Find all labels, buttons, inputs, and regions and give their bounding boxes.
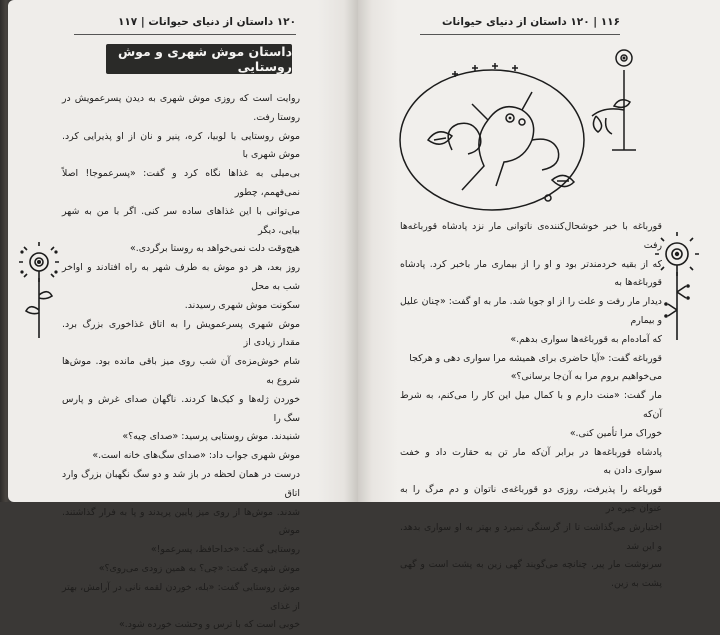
right-running-head: ۱۱۶ | ۱۲۰ داستان از دنیای حیوانات <box>441 16 620 28</box>
text-line: قورباغه را پذیرفت، روزی دو قورباغه‌ی ناتوان و دم مرگ را به عنوان جیره در <box>400 484 662 514</box>
flower-ornament-icon <box>652 232 702 342</box>
text-line: درست در همان لحظه در باز شد و دو سگ نگهبان بزرگ وارد اتاق <box>62 468 300 499</box>
text-line: شنیدند. موش روستایی پرسید: «صدای چیه؟» <box>122 431 300 443</box>
flower-ornament-icon <box>14 240 64 340</box>
text-line: هیچ‌وقت دلت نمی‌خواهد به روستا برگردی.» <box>129 243 300 255</box>
left-page <box>8 0 358 631</box>
text-line: موش شهری پسرعمویش را به اتاق غذاخوری بزرگ برد. مقدار زیادی از <box>62 318 300 349</box>
right-page <box>358 0 720 590</box>
text-line: که از بقیه خردمندتر بود و او را از بیماری مار باخبر کرد. پادشاه قورباغه‌ها به <box>400 258 662 289</box>
right-head-rule <box>420 34 620 35</box>
text-line: سکونت موش شهری رسیدند. <box>184 299 300 311</box>
text-line: مار گفت: «منت دارم و با کمال میل این کار را می‌کنم، به شرط آن‌که <box>400 390 662 420</box>
right-body-text <box>400 218 662 594</box>
text-line: که آماده‌ام به قورباغه‌ها سواری بدهم.» <box>510 333 662 345</box>
text-line: موش روستایی گفت: «بله، خوردن لقمه نانی در آرامش، بهتر از غذای <box>62 581 300 612</box>
text-line: خوراک مرا تأمین کنی.» <box>569 427 662 439</box>
text-line: دیدار مار رفت و علت را از او جویا شد. مار به او گفت: «چنان علیل و بیمارم <box>400 296 662 326</box>
text-line: قورباغه گفت: «آیا حاضری برای همیشه مرا سواری دهی و هرکجا <box>409 352 662 364</box>
text-line: روز بعد، هر دو موش به طرف شهر به راه افتادند و اواخر شب به محل <box>62 262 300 292</box>
text-line: روایت است که روزی موش شهری به دیدن پسرعمویش در روستا رفت. <box>62 93 300 123</box>
story-title: داستان موش شهری و موش روستایی <box>106 44 292 74</box>
text-line: اختیارش می‌گذاشت تا از گرسنگی نمیرد و بهتر به او سواری بدهد. و این شد <box>400 521 662 552</box>
text-line: شام خوش‌مزه‌ی آن شب روی میز باقی مانده بود. موش‌ها شروع به <box>62 356 300 386</box>
snake-frog-illustration <box>392 40 652 215</box>
left-running-head: ۱۲۰ داستان از دنیای حیوانات | ۱۱۷ <box>117 16 296 28</box>
text-line: شدند. موش‌ها از روی میز پایین پریدند و پا به فرار گذاشتند. موش <box>62 506 300 537</box>
text-line: پادشاه قورباغه‌ها در برابر آن‌که مار تن به حقارت داد و خفت سواری دادن به <box>400 446 662 477</box>
text-line: قورباغه با خبر خوشحال‌کننده‌ی ناتوانی مار نزد پادشاه قورباغه‌ها رفت <box>400 221 662 251</box>
text-line: خوبی است که با ترس و وحشت خورده شود.» <box>118 619 300 631</box>
text-line: می‌خواهیم بروم مرا به آن‌جا برسانی؟» <box>510 371 662 383</box>
text-line: بی‌میلی به غذاها نگاه کرد و گفت: «پسرعموجا! اصلاً نمی‌فهمم، چطور <box>62 168 300 198</box>
text-line: روستایی گفت: «خداحافظ، پسرعمو!» <box>150 544 300 556</box>
left-body-text <box>62 90 300 635</box>
text-line: موش شهری گفت: «چی؟ به همین زودی می‌روی؟» <box>98 562 300 574</box>
text-line: موش روستایی با لوبیا، کره، پنیر و نان از او پذیرایی کرد. موش شهری با <box>62 130 300 161</box>
text-line: موش شهری جواب داد: «صدای سگ‌های خانه است.» <box>92 450 300 462</box>
text-line: می‌توانی با این غذاهای ساده سر کنی. اگر با من به شهر بیایی، دیگر <box>62 205 300 236</box>
left-head-rule <box>74 34 296 35</box>
text-line: خوردن ژله‌ها و کیک‌ها کردند. ناگهان صدای غرش و پارس سگ را <box>62 393 300 424</box>
text-line: سرنوشت مار پیر. چنانچه می‌گویند گهی زین به پشت است و گهی پشت به زین. <box>400 559 662 590</box>
